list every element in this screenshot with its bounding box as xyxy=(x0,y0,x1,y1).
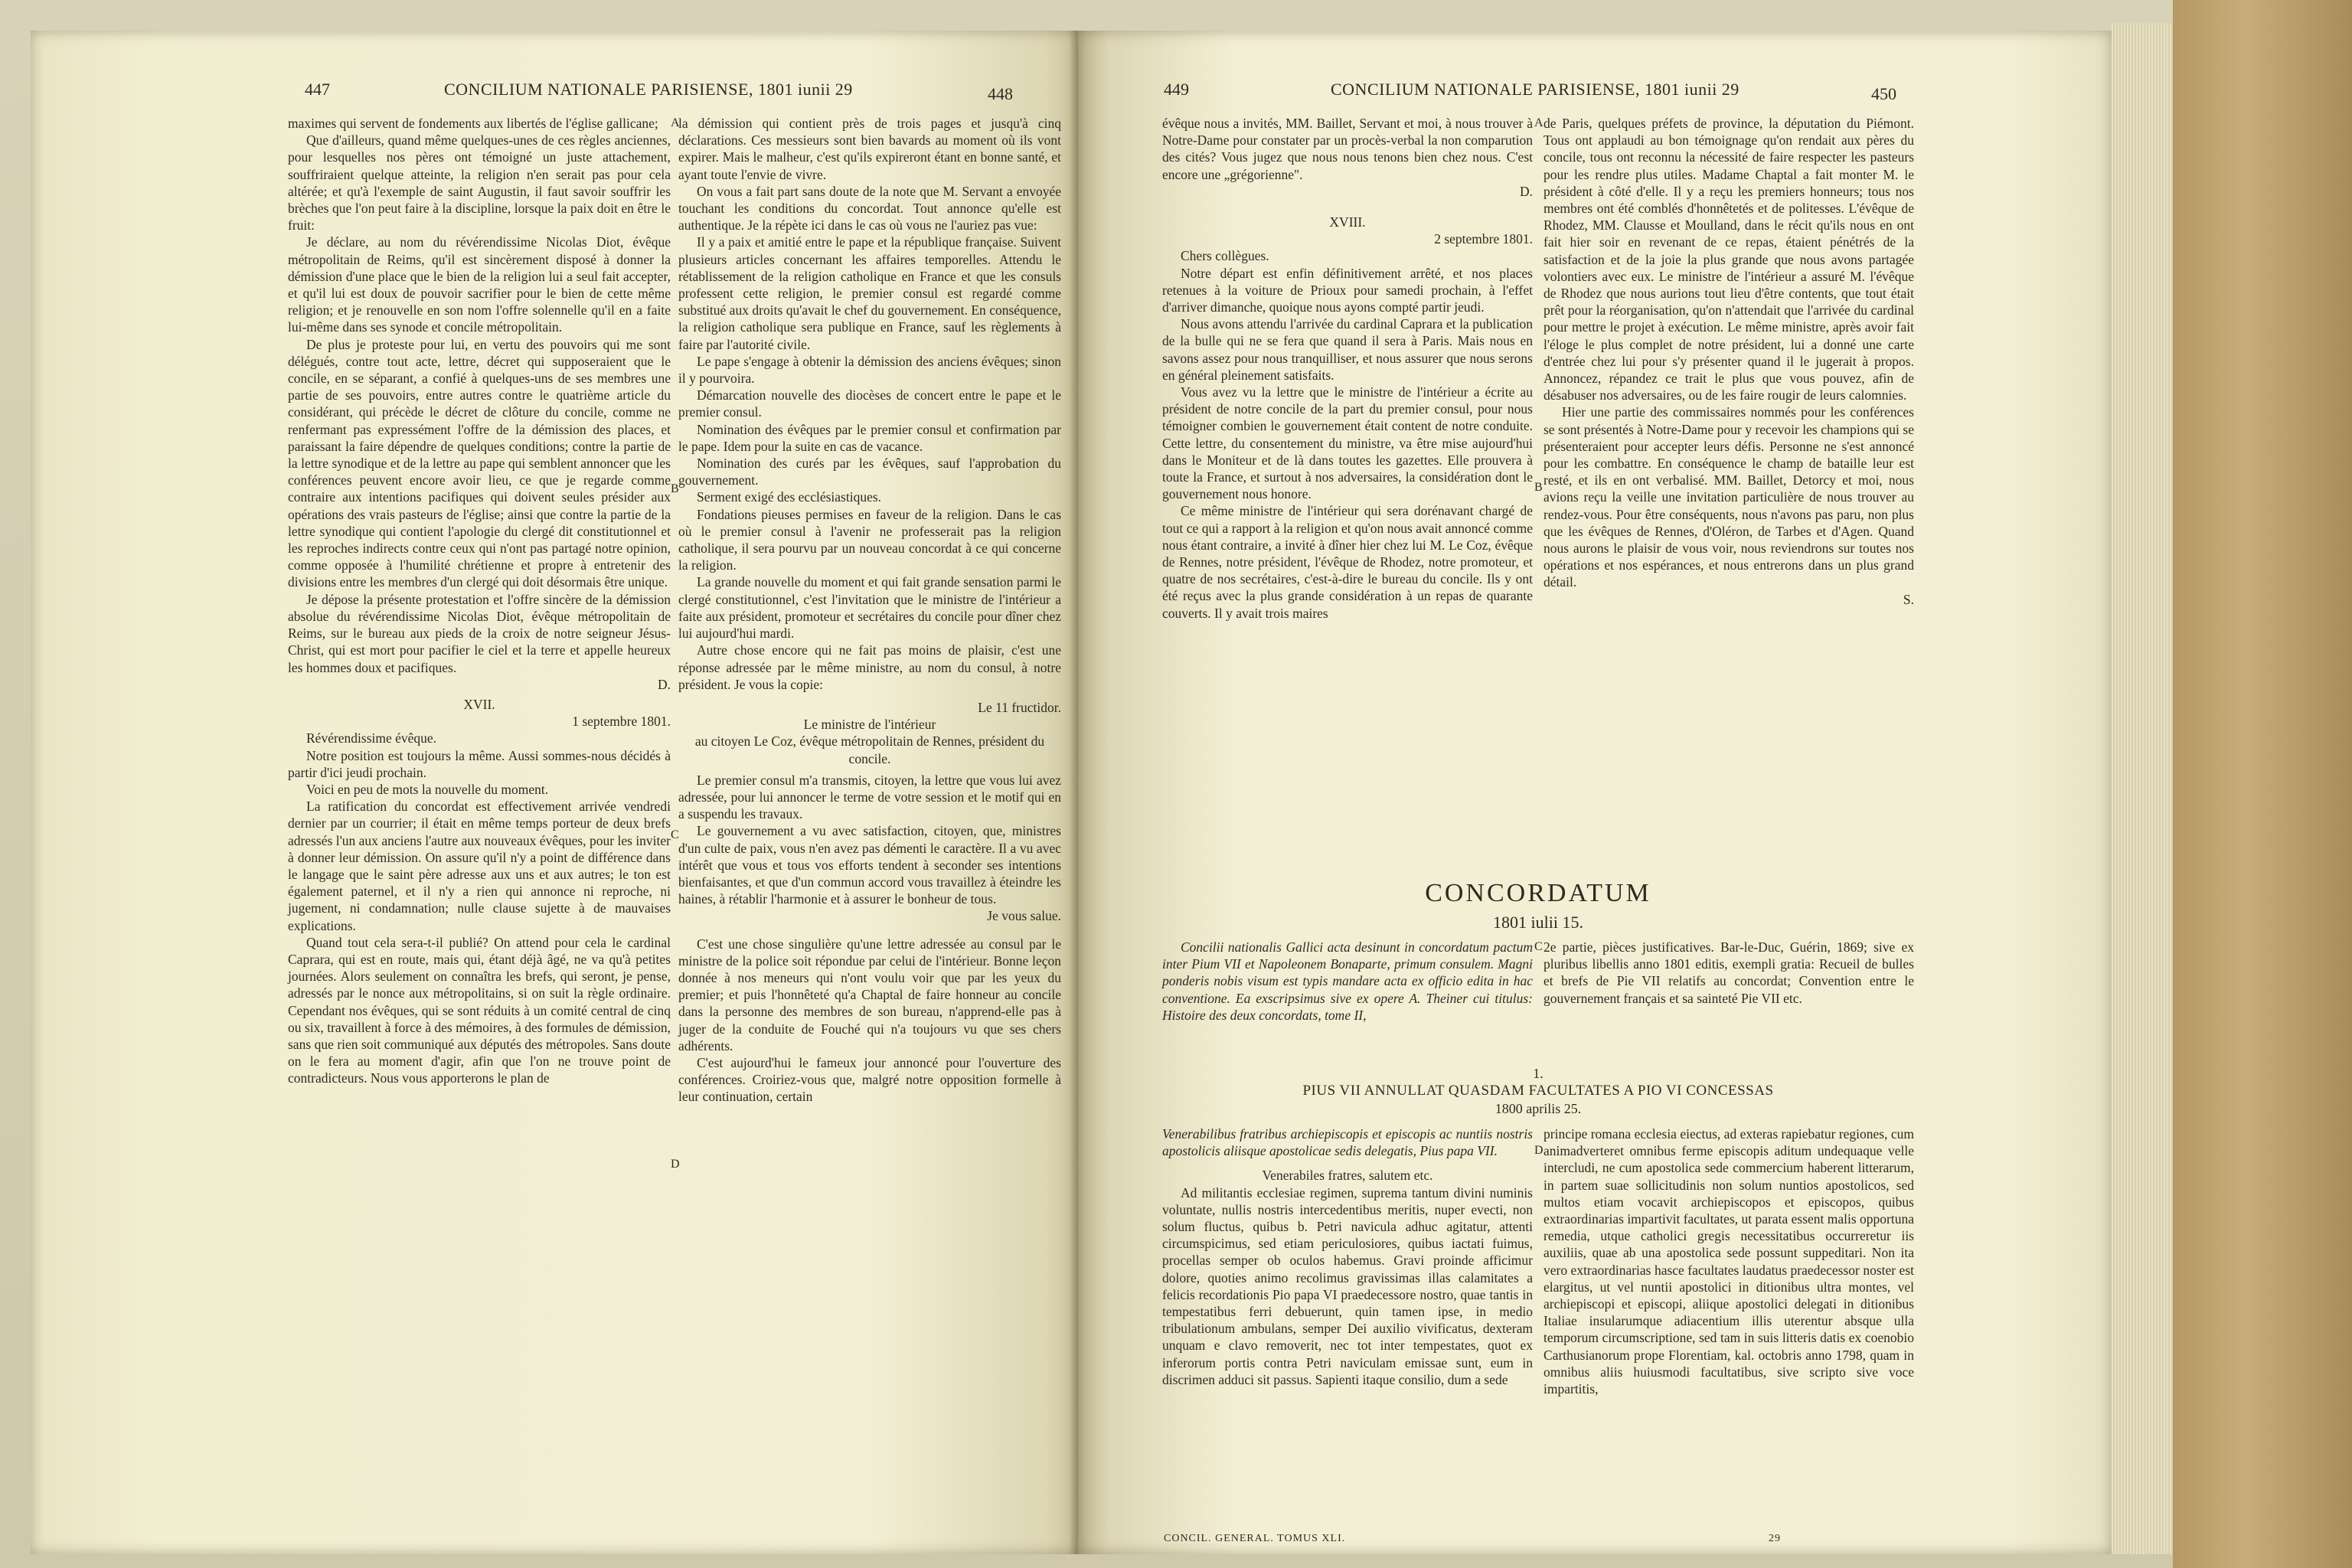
section-date: 1 septembre 1801. xyxy=(572,714,671,730)
paragraph: Nomination des évêques par le premier consul et confirmation par le pape. Idem pour la suite en cas de vacance. xyxy=(678,421,1061,454)
letter-closing: Je vous salue. xyxy=(987,908,1061,924)
paragraph: Ad militantis ecclesiae regimen, suprema tantum divini numinis voluntate, nullis nostris intercedentibus meritis, nuper evecti, non solum fluctus, quibus b. Petri navicula adhuc agitatur, attenti circumspicimus, sed etiam periculosiores, quibus iactati fuimus, procellas semper ob oculos habemus. Gravi proinde afficimur dolore, quoties animo recolimus gravissimas illas calamitates a felicis recordationis Pio papa VI praedecessore nostro, quae tantis in tempestatibus ferri debuerunt, quin tamen ipse, in medio tribulationum ambulans, semper Dei auxilio vivificatus, dexteram unquam e clavo removerit, nec tot inter tempestates, quot ex inferorum portis contra Petri naviculam emissae sunt, eum in discrimen adduci sit passus. Sapienti itaque consilio, dum a sede xyxy=(1162,1184,1533,1387)
salutation: Révérendissime évêque. xyxy=(306,730,437,746)
letter-addressee: au citoyen Le Coz, évêque métropolitain de Rennes, président du concile. xyxy=(694,733,1045,766)
left-page xyxy=(31,31,1078,1554)
paragraph: Serment exigé des ecclésiastiques. xyxy=(697,489,882,505)
margin-marker-b: B xyxy=(1534,481,1543,494)
letter-date: Le 11 fructidor. xyxy=(978,699,1061,715)
running-head-right: CONCILIUM NATIONALE PARISIENSE, 1801 iunii 29 xyxy=(1331,80,1740,99)
paragraph: Le gouvernement a vu avec satisfaction, citoyen, que, ministres d'un culte de paix, vous n'en avez pas démenti le caractère. Il a vu avec intérêt que vous et tous vos efforts tendent à seconder ses intentions bienfaisantes, et que d'un commun accord vous travaillez à éteindre les haines, à rétablir l'harmonie et à assurer le bonheur de tous. xyxy=(678,823,1061,907)
page-number-447: 447 xyxy=(305,80,330,99)
paragraph: évêque nous a invités, MM. Baillet, Servant et moi, à nous trouver à Notre-Dame pour constater par un procès-verbal la non comparution des cités? Vous jugez que nous nous tenons bien chez nous. C'est encore une „grégorienne". xyxy=(1162,116,1533,182)
page-number-450: 450 xyxy=(1871,84,1896,103)
paragraph: C'est aujourd'hui le fameux jour annoncé pour l'ouverture des conférences. Croiriez-vous que, malgré notre opposition formelle à leur continuation, certain xyxy=(678,1054,1061,1105)
paragraph: On vous a fait part sans doute de la note que M. Servant a envoyée touchant les conditions du concordat. Tout annonce qu'elle est authentique. Je la répète ici dans le cas où vous ne l'auriez pas vue: xyxy=(678,183,1061,234)
margin-marker-d: D xyxy=(671,1158,680,1171)
pius-vii-title: PIUS VII ANNULLAT QUASDAM FACULTATES A PIO VI CONCESSAS xyxy=(1302,1083,1774,1099)
book-binding xyxy=(2173,0,2352,1568)
paragraph: Fondations pieuses permises en faveur de la religion. Dans le cas où le premier consul à l'avenir ne professerait pas la religion catholique, il sera pourvu par un nouveau concordat à ce qui concerne la religion. xyxy=(678,506,1061,573)
letter-sender: Le ministre de l'intérieur xyxy=(803,717,936,733)
paragraph: principe romana ecclesia eiectus, ad exteras rapiebatur regiones, cum animadverteret omnibus ferme episcopis aditum undequaque velle intercludi, ne cum apostolica sede commercium haberent litterarum, in partem suae sollicitudinis non solum nuntios apostolicos, sed multos etiam vocavit archiepiscopos et episcopos, quibus extraordinarias impartivit facultates, ut parata essent malis opportuna remedia, utque catholici gregis necessitatibus occurreretur iis auxiliis, quae ab una apostolica sede possunt suppeditari. Non ita vero extraordinarias hasce facultates laudatus praedecessor noster est elargitus, ut vel nuntii apostolici in ditionibus ultra montes, vel archiepiscopi et episcopi, aliique apostolici delegati in ditionibus Italiae insularumque adiacentium illis uterentur absque ulla temporum circumscriptione, sed tam in suis litteris datis ex coenobio Carthusianorum prope Florentiam, kal. octobris anno 1798, quam in omnibus aliis huiusmodi facultatibus, sive scripto sive voce impartitis, xyxy=(1544,1126,1915,1397)
latin-salutation: Venerabiles fratres, salutem etc. xyxy=(1262,1168,1433,1184)
margin-marker-d: D xyxy=(1534,1144,1544,1157)
paragraph: Concilii nationalis Gallici acta desinunt in concordatum pactum inter Pium VII et Napoleonem Bonaparte, primum consulem. Magni ponderis nobis visum est typis mandare acta ex officio edita in hac conventione. Ea exscripsimus sive ex opere A. Theiner cui titulus: Histoire des deux concordats, tome II, xyxy=(1162,939,1533,1023)
paragraph: La ratification du concordat est effectivement arrivée vendredi dernier par un courrier; il était en même temps porteur de deux brefs adressés l'un aux anciens l'autre aux nouveaux évêques, pour les inviter à donner leur démission. On assure qu'il n'y a point de différence dans le langage que le saint père adresse aux uns et aux autres; le ton est également paternel, et il n'y a rien qui annonce ni reproche, ni jugement, ni condamnation; nulle clause sujette à de mauvaises explications. xyxy=(288,799,671,933)
margin-marker-b: B xyxy=(671,482,679,495)
paragraph: Nomination des curés par les évêques, sauf l'approbation du gouvernement. xyxy=(678,456,1061,488)
latin-column-1 xyxy=(1162,1125,1533,1388)
paragraph: Il y a paix et amitié entre le pape et la république française. Suivent plusieurs articles concernant les affaires temporelles. Attendu le rétablissement de la religion catholique en France et que les consuls professent cette religion, le premier consul est regardé comme substitué aux droits qu'avait le chef du gouvernement. En conséquence, la religion catholique sera publique en France, sauf les règlements à faire par l'autorité civile. xyxy=(678,234,1061,352)
latin-column-2 xyxy=(1544,1125,1914,1397)
right-page xyxy=(1078,31,2112,1554)
concordatum-date: 1801 iulii 15. xyxy=(1493,913,1583,932)
left-page-column-2 xyxy=(678,115,1061,1106)
paragraph: Vous avez vu la lettre que le ministre de l'intérieur a écrite au président de notre concile de la part du premier consul, pour nous témoigner combien le gouvernement était content de notre conduite. Cette lettre, du consentement du ministre, va être mise aujourd'hui dans le Moniteur et de là dans toutes les gazettes. Elle prouvera à toute la France, et surtout à nos adversaires, la considération dont le gouvernement nous honore. xyxy=(1162,384,1533,502)
paragraph: La grande nouvelle du moment et qui fait grande sensation parmi le clergé constitutionnel, c'est l'invitation que le ministre de l'intérieur a faite aux président, promoteur et secrétaires du concile pour dîner chez lui aujourd'hui mardi. xyxy=(678,574,1061,642)
margin-marker-a: A xyxy=(1534,116,1544,129)
section-heading-xviii: XVIII. xyxy=(1329,214,1366,230)
salutation: Chers collègues. xyxy=(1181,248,1269,264)
paragraph: Autre chose encore qui ne fait pas moins de plaisir, c'est une réponse adressée par le même ministre, au nom du consul, à notre président. Je vous la copie: xyxy=(678,642,1061,692)
left-page-column-1 xyxy=(288,115,671,1087)
paragraph: Je déclare, au nom du révérendissime Nicolas Diot, évêque métropolitain de Reims, qu'il est sincèrement disposé à donner la démission d'une place que le bien de la religion lui a seul fait accepter, et qu'il lui est doux de pouvoir sacrifier pour le bien de cette même religion; et je renouvelle en son nom l'offre solennelle qu'il en a faite lui-même dans ses synode et concile métropolitain. xyxy=(288,234,671,335)
margin-marker-c: C xyxy=(671,828,679,841)
paragraph: Hier une partie des commissaires nommés pour les conférences se sont présentés à Notre-Dame pour y recevoir les champions qui se présenteraient pour accepter leurs défis. Personne ne s'est annoncé pour les combattre. En conséquence le champ de bataille leur est resté, et ils en ont verbalisé. MM. Baillet, Detorcy et moi, nous avions reçu la veille une invitation particulière de nous trouver au rendez-vous. Pour être conséquents, nous n'avons pas paru, non plus que les évêques de Rennes, d'Oléron, de Tarbes et d'Agen. Quand nous aurons le plaisir de vous voir, nous reviendrons sur toutes nos opérations et nos espérances, et nous entrerons dans un plus grand détail. xyxy=(1544,404,1914,590)
footer-volume: CONCIL. GENERAL. TOMUS XLI. xyxy=(1164,1533,1346,1544)
paragraph: Quand tout cela sera-t-il publié? On attend pour cela le cardinal Caprara, qui est en route, mais qui, étant déjà âgé, ne va qu'à petites journées. Alors seulement on connaîtra les brefs, qui seront, je pense, adressés par le nonce aux métropolitains, si on suit la règle ordinaire. Cependant nos évêques, qui se sont réduits à un comité central de cinq ou six, travaillent à force à des mémoires, à des formules de démission, sans que rien soit communiqué aux députés des métropoles. Sans doute on le fera au moment d'agir, afin que l'on ne trouve point de contradicteurs. Nous vous apporterons le plan de xyxy=(288,934,671,1086)
page-edges xyxy=(2112,23,2173,1554)
section-heading-xvii: XVII. xyxy=(463,696,495,712)
paragraph: Je dépose la présente protestation et l'offre sincère de la démission absolue du révérendissime Nicolas Diot, évêque métropolitain de Reims, sur le bureau aux pieds de la croix de notre seigneur Jésus-Christ, qui est mort pour pacifier le ciel et la terre et appelle heureux les hommes doux et pacifiques. xyxy=(288,591,671,675)
paragraph: De plus je proteste pour lui, en vertu des pouvoirs qui me sont délégués, contre tout acte, lettre, décret qui supposeraient que le concile, en se séparant, a confié à quelques-uns de ses membres une partie de ses pouvoirs, entre autres contre le quatrième article du considérant, qui précède le décret de clôture du concile, comme ne renfermant pas expressément l'offre de la démission des places, et paraissant la faire dépendre de quelques conditions; contre la partie de la lettre synodique et de la lettre au pape qui semblent annoncer que les conférences peuvent encore avoir lieu, ce que je regarde comme contraire aux intentions pacifiques qui doivent seules présider aux opérations des vrais pasteurs de l'église; ainsi que contre la partie de la lettre synodique qui contient l'apologie du clergé dit constitutionnel et les reproches indirects contre ceux qui n'ont pas partagé notre opinion, comme opposée à l'humilité chrétienne et propre à entretenir des divisions entre les membres d'un clergé qui doit désormais être unique. xyxy=(288,336,671,590)
section-date: 2 septembre 1801. xyxy=(1434,231,1533,247)
signature-d: D. xyxy=(657,676,671,692)
paragraph: de Paris, quelques préfets de province, la députation du Piémont. Tous ont applaudi au bon témoignage qu'on rendait aux pères du concile, tous ont reconnu la nécessité de faire respecter les pasteurs pour les rendre plus utiles. Madame Chaptal a fait monter M. le président à côté d'elle. Il y a reçu les premiers honneurs; tous nos membres ont été comblés d'honnêtetés et de politesses. L'évêque de Rhodez, MM. Clausse et Moulland, dans le récit qu'ils nous en ont fait hier soir en revenant de ce repas, étaient pénétrés de la satisfaction et de la joie la plus grande que nous avons partagée volontiers avec eux. Le ministre de l'intérieur a assuré M. l'évêque de Rhodez que nous aurions tout lieu d'être contents, que tout était prêt pour la réorganisation, qu'on n'attendait que l'arrivée du cardinal pour mettre le projet à exécution. Le même ministre, après avoir fait l'éloge le plus complet de notre président, lui a donné une carte d'entrée chez lui pour s'y présenter quand il le jugerait à propos. Annoncez, répandez ce trait le plus que vous pouvez, afin de désabuser nos adversaires, ou de les faire rougir de leurs calomnies. xyxy=(1544,116,1914,403)
right-page-column-2 xyxy=(1544,115,1914,608)
signature-s: S. xyxy=(1903,591,1914,607)
paragraph: Notre position est toujours la même. Aussi sommes-nous décidés à partir d'ici jeudi prochain. xyxy=(288,747,671,780)
concordatum-intro-left xyxy=(1162,939,1533,1024)
running-head-left: CONCILIUM NATIONALE PARISIENSE, 1801 iunii 29 xyxy=(444,80,853,99)
paragraph: Démarcation nouvelle des diocèses de concert entre le pape et le premier consul. xyxy=(678,387,1061,420)
margin-marker-c: C xyxy=(1534,940,1543,953)
page-number-448: 448 xyxy=(988,84,1013,103)
concordatum-title: CONCORDATUM xyxy=(1425,879,1651,907)
page-number-449: 449 xyxy=(1164,80,1189,99)
signature-d: D. xyxy=(1519,183,1533,199)
paragraph: Que d'ailleurs, quand même quelques-unes de ces règles anciennes, pour lesquelles nos pères ont témoigné un juste attachement, souffriraient quelque atteinte, la religion n'en serait pas pour cela altérée; et qu'à l'exemple de saint Augustin, il faut savoir souffrir les brèches que l'on peut faire à la discipline, lorsque la paix doit en être le fruit: xyxy=(288,132,671,234)
paragraph: Voici en peu de mots la nouvelle du moment. xyxy=(306,781,549,797)
right-page-column-1 xyxy=(1162,115,1533,622)
paragraph: la démission qui contient près de trois pages et jusqu'à cinq déclarations. Ces messieurs sont bien bavards au moment où ils vont expirer. Mais le malheur, c'est qu'ils expireront étant en bonne santé, et ayant toute l'envie de vivre. xyxy=(678,116,1061,182)
latin-address: Venerabilibus fratribus archiepiscopis et episcopis ac nuntiis nostris apostolicis aliisque apostolicae sedis delegatis, Pius papa VII. xyxy=(1162,1126,1533,1159)
paragraph: Notre départ est enfin définitivement arrêté, et nos places retenues à la voiture de Prioux pour samedi prochain, à l'effet d'arriver dimanche, quoique nous ayons compté partir jeudi. xyxy=(1162,265,1533,315)
paragraph: maximes qui servent de fondements aux libertés de l'église gallicane; xyxy=(288,116,658,131)
concordatum-intro-right xyxy=(1544,939,1914,1007)
paragraph: 2e partie, pièces justificatives. Bar-le-Duc, Guérin, 1869; sive ex pluribus libellis anno 1801 editis, exempli gratia: Recueil de bulles et brefs de Pie VII relatifs au concordat; Convention entre le gouvernement français et sa sainteté Pie VII etc. xyxy=(1544,939,1914,1006)
pius-vii-date: 1800 aprilis 25. xyxy=(1494,1101,1582,1116)
paragraph: Ce même ministre de l'intérieur qui sera dorénavant chargé de tout ce qui a rapport à la religion et qu'on nous avait annoncé comme nous étant contraire, a invité à dîner hier chez lui M. Le Coz, évêque de Rennes, notre président, l'évêque de Rhodez, notre promoteur, et quatre de nos secrétaires, c'est-à-dire le bureau du concile. Ils y ont été reçus avec la plus grande considération à un repas de quarante couverts. Il y avait trois maires xyxy=(1162,503,1533,621)
paragraph: Le premier consul m'a transmis, citoyen, la lettre que vous lui avez adressée, pour lui annoncer le terme de votre session et le motif qui en a suspendu les travaux. xyxy=(678,772,1061,822)
footer-signature-number: 29 xyxy=(1769,1533,1781,1544)
margin-marker-a: A xyxy=(671,116,680,129)
paragraph: C'est une chose singulière qu'une lettre adressée au consul par le ministre de la police soit répondue par celui de l'intérieur. Bonne leçon donnée à nos meneurs qui n'ont voulu voir que par les yeux du premier; et puis l'honnêteté qu'a Chaptal de faire honneur au concile dans la personne des membres de son bureau, n'apprend-elle pas à juger de la conduite de Fouché qui n'a toujours vu que ses chers adhérents. xyxy=(678,936,1061,1054)
paragraph: Le pape s'engage à obtenir la démission des anciens évêques; sinon il y pourvoira. xyxy=(678,353,1061,387)
paragraph: Nous avons attendu l'arrivée du cardinal Caprara et la publication de la bulle qui ne se fera que quand il sera à Paris. Mais nous en savons assez pour nous tranquilliser, et nous assurer que nous serons en général pleinement satisfaits. xyxy=(1162,316,1533,383)
document-number: 1. xyxy=(1533,1066,1544,1081)
